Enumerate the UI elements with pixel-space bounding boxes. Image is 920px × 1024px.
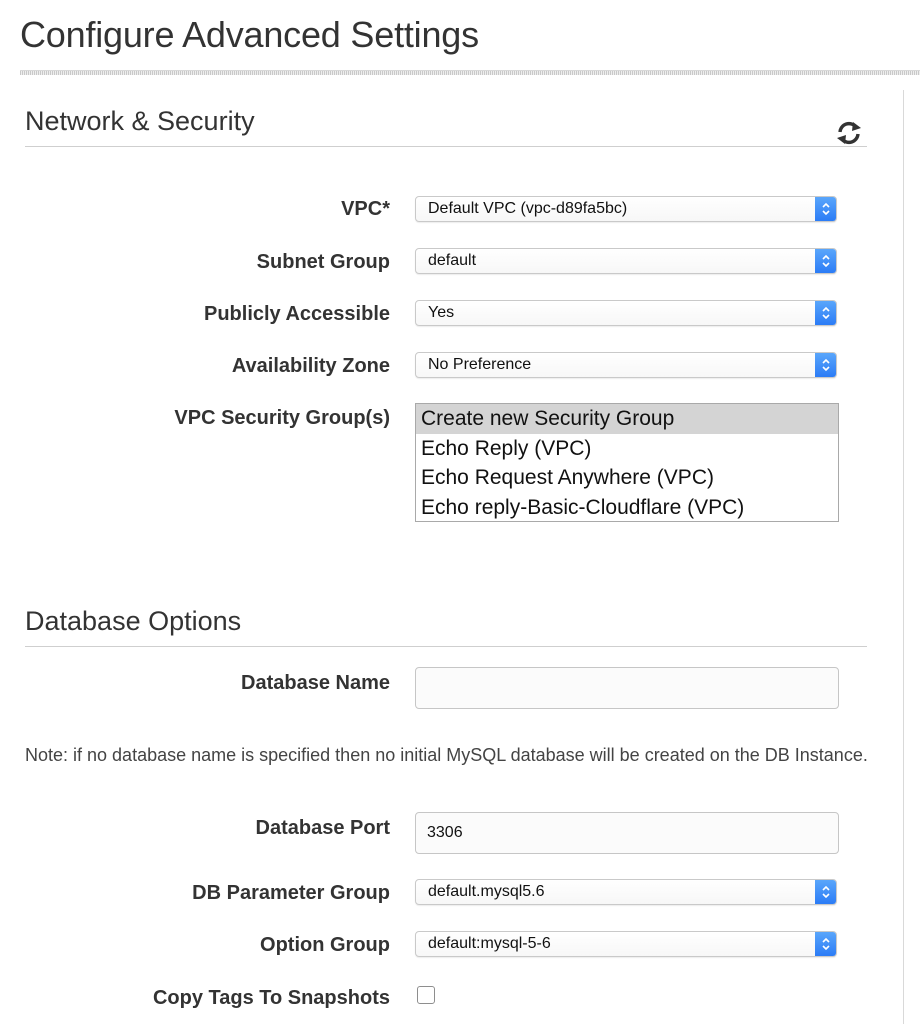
option-group-select[interactable] (415, 931, 837, 957)
vpc-select[interactable] (415, 196, 837, 222)
database-port-input[interactable]: 3306 (415, 812, 839, 854)
panel-border (903, 90, 904, 1024)
subnet-group-value: default (428, 252, 477, 269)
select-arrows-icon (815, 197, 836, 221)
select-arrows-icon (815, 353, 836, 377)
database-name-label: Database Name (241, 672, 390, 694)
refresh-icon (834, 120, 864, 146)
network-security-heading: Network & Security (25, 106, 255, 136)
database-section-divider (25, 646, 867, 647)
subnet-group-label: Subnet Group (256, 251, 390, 273)
security-groups-listbox[interactable] (415, 403, 839, 522)
database-options-heading: Database Options (25, 606, 242, 636)
publicly-accessible-label: Publicly Accessible (203, 303, 390, 325)
copy-tags-label: Copy Tags To Snapshots (152, 987, 390, 1009)
subnet-group-select[interactable] (415, 248, 837, 274)
availability-zone-select[interactable] (415, 352, 837, 378)
option-group-value: default:mysql-5-6 (428, 935, 551, 952)
security-group-option[interactable]: Echo Request Anywhere (VPC) (421, 466, 714, 489)
page-title: Configure Advanced Settings (20, 14, 479, 55)
database-port-label: Database Port (255, 817, 390, 839)
publicly-accessible-value: Yes (428, 304, 455, 321)
vpc-label: VPC* (341, 198, 390, 220)
copy-tags-checkbox[interactable] (417, 986, 435, 1004)
vpc-select-value: Default VPC (vpc-d89fa5bc) (428, 200, 628, 217)
security-groups-label: VPC Security Group(s) (174, 407, 390, 429)
network-section-divider (25, 146, 867, 147)
security-group-option[interactable]: Echo Reply (VPC) (421, 436, 592, 460)
option-group-label: Option Group (260, 934, 390, 956)
availability-zone-label: Availability Zone (231, 355, 390, 377)
title-divider (20, 70, 920, 75)
security-group-option[interactable]: Echo reply-Basic-Cloudflare (VPC) (421, 495, 745, 519)
select-arrows-icon (815, 249, 836, 273)
publicly-accessible-select[interactable] (415, 300, 837, 326)
parameter-group-select[interactable] (415, 879, 837, 905)
select-arrows-icon (815, 301, 836, 325)
parameter-group-value: default.mysql5.6 (428, 883, 545, 900)
refresh-button[interactable] (832, 116, 866, 150)
select-arrows-icon (815, 880, 836, 904)
select-arrows-icon (815, 932, 836, 956)
security-group-option[interactable]: Create new Security Group (416, 404, 838, 434)
database-name-note: Note: if no database name is specified then no initial MySQL database will be created on the DB Instance. (25, 745, 868, 765)
parameter-group-label: DB Parameter Group (192, 882, 390, 904)
availability-zone-value: No Preference (428, 356, 532, 373)
database-name-input[interactable] (415, 667, 839, 709)
